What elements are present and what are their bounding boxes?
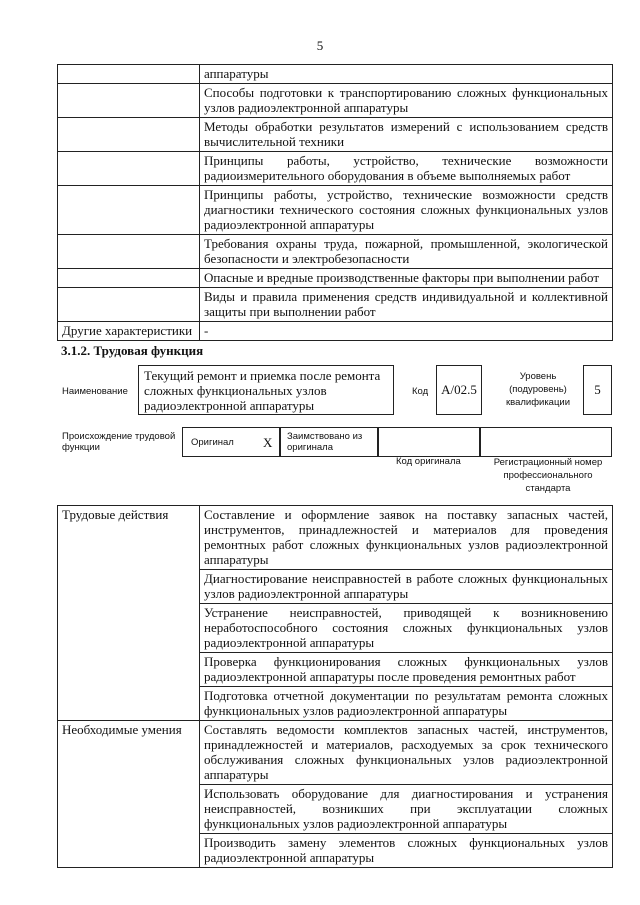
item-text: Использовать оборудование для диагностирования и устранения неисправностей, возникших при эксплуатации сложных функциональных узлов радиоэлектронной аппаратуры [200,785,613,834]
borrowed-box [280,427,378,457]
row-text: аппаратуры [200,65,613,84]
row-text: Требования охраны труда, пожарной, промышленной, экологической безопасности и электробезопасности [200,235,613,269]
item-text: Составлять ведомости комплектов запасных частей, инструментов, принадлежностей и материалов, расходуемых за срок технического обслуживания сложных функциональных узлов радиоэлектронной аппаратуры [200,721,613,785]
row-text: Виды и правила применения средств индивидуальной и коллективной защиты при выполнении работ [200,288,613,322]
original-mark: X [263,435,273,450]
item-text: Диагностирование неисправностей в работе сложных функциональных узлов радиоэлектронной аппаратуры [200,570,613,604]
group-label: Трудовые действия [58,506,200,721]
row-label [58,186,200,235]
table-row [58,84,613,118]
name-label: Наименование [62,386,128,397]
level-box [583,365,612,415]
level-label: Уровень (подуровень) квалификации [505,371,571,408]
row-label [58,269,200,288]
item-text: Подготовка отчетной документации по результатам ремонта сложных функциональных узлов радиоэлектронной аппаратуры [200,687,613,721]
function-name-value: Текущий ремонт и приемка после ремонта сложных функциональных узлов радиоэлектронной аппаратуры [144,368,381,413]
function-name-box [138,365,394,415]
table-row [58,235,613,269]
row-text: Методы обработки результатов измерений с использованием средств вычислительной техники [200,118,613,152]
row-text: Принципы работы, устройство, технические возможности средств диагностики технического состояния сложных функциональных узлов радиоэлектронной аппаратуры [200,186,613,235]
table-row [58,288,613,322]
code-original-label: Код оригинала [396,456,461,467]
table-row [58,152,613,186]
group-label: Необходимые умения [58,721,200,868]
item-text: Проверка функционирования сложных функциональных узлов радиоэлектронной аппаратуры после проведения ремонтных работ [200,653,613,687]
item-text: Составление и оформление заявок на поставку запасных частей, инструментов, принадлежностей и материалов для проведения ремонтных работ сложных функциональных узлов радиоэлектронной аппаратуры [200,506,613,570]
reg-number-label: Регистрационный номер профессионального стандарта [493,457,603,494]
actions-skills-table [57,505,613,868]
reg-number-box [480,427,612,457]
original-label: Оригинал [191,437,234,448]
item-text: Производить замену элементов сложных функциональных узлов радиоэлектронной аппаратуры [200,834,613,868]
table-row [58,269,613,288]
origin-label: Происхождение трудовой функции [62,431,176,453]
code-label: Код [412,386,429,397]
code-original-box [378,427,480,457]
row-label [58,288,200,322]
row-text: - [200,322,613,341]
table-row [58,65,613,84]
row-label [58,152,200,186]
level-value: 5 [594,382,601,397]
row-label [58,118,200,152]
item-text: Устранение неисправностей, приводящей к возникновению неработоспособного состояния сложных функциональных узлов радиоэлектронной аппаратуры [200,604,613,653]
table-row [58,118,613,152]
table-row [58,721,613,785]
original-box [182,427,280,457]
row-label [58,235,200,269]
code-box [436,365,482,415]
table-row [58,506,613,570]
page-number: 5 [316,38,324,53]
row-text: Принципы работы, устройство, технические возможности радиоизмерительного оборудования в объеме выполняемых работ [200,152,613,186]
row-text: Способы подготовки к транспортированию сложных функциональных узлов радиоэлектронной аппаратуры [200,84,613,118]
section-title: 3.1.2. Трудовая функция [61,343,204,358]
row-text: Опасные и вредные производственные факторы при выполнении работ [200,269,613,288]
code-value: A/02.5 [441,382,477,397]
row-label: Другие характеристики [58,322,200,341]
row-label [58,84,200,118]
row-label [58,65,200,84]
knowledge-table [57,64,613,341]
table-row [58,322,613,341]
borrowed-label: Заимствовано из оригинала [287,431,363,453]
table-row [58,186,613,235]
